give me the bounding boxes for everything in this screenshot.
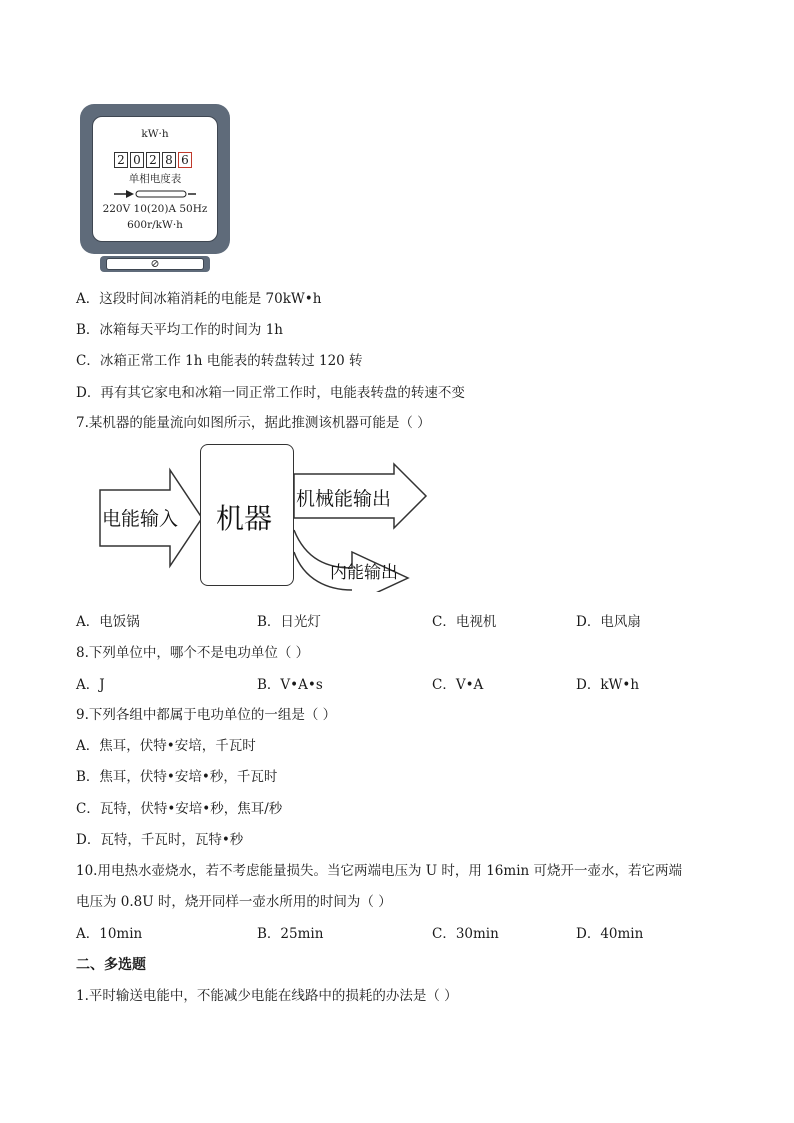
meter-digits [114, 152, 194, 168]
q6-option-a: A．这段时间冰箱消耗的电能是 70kW•h [76, 291, 322, 307]
q8-option-c: C．V•A [432, 677, 484, 693]
meter-dial-arrow-icon [112, 187, 198, 201]
q8-option-a: A．J [76, 677, 105, 693]
q7-option-b: B．日光灯 [257, 614, 321, 630]
diagram-machine-label: 机器 [216, 502, 273, 535]
q9-stem: 9.下列各组中都属于电功单位的一组是（ ） [76, 707, 337, 723]
q8-option-b: B．V•A•s [257, 677, 323, 693]
meter-digit: 2 [146, 152, 160, 168]
diagram-input-label: 电能输入 [102, 508, 179, 530]
meter-digit: 2 [114, 152, 128, 168]
meter-foot-symbol-icon: ⊘ [150, 257, 160, 270]
section2-q1-stem: 1.平时输送电能中，不能减少电能在线路中的损耗的办法是（ ） [76, 988, 458, 1004]
meter-digit: 0 [130, 152, 144, 168]
q6-option-c: C．冰箱正常工作 1h 电能表的转盘转过 120 转 [76, 353, 363, 369]
q10-option-d: D．40min [576, 926, 644, 942]
meter-digit: 8 [162, 152, 176, 168]
q7-option-a: A．电饭锅 [76, 614, 140, 630]
q9-option-d: D．瓦特，千瓦时，瓦特•秒 [76, 832, 244, 848]
q9-option-b: B．焦耳，伏特•安培•秒，千瓦时 [76, 769, 278, 785]
q10-option-a: A．10min [76, 926, 143, 942]
q7-option-c: C．电视机 [432, 614, 497, 630]
q6-option-b: B．冰箱每天平均工作的时间为 1h [76, 322, 283, 338]
q8-stem: 8.下列单位中，哪个不是电功单位（ ） [76, 645, 310, 661]
section-title: 二、多选题 [76, 957, 146, 973]
q10-stem-line1: 10.用电热水壶烧水，若不考虑能量损失。当它两端电压为 U 时，用 16min 可烧开一壶水，若它两端 [76, 863, 683, 879]
meter-name: 单相电度表 [128, 173, 182, 185]
q6-option-d: D．再有其它家电和冰箱一同正常工作时，电能表转盘的转速不变 [76, 385, 465, 401]
q9-option-c: C．瓦特，伏特•安培•秒，焦耳/秒 [76, 801, 283, 817]
q10-option-c: C．30min [432, 926, 499, 942]
q9-option-a: A．焦耳，伏特•安培，千瓦时 [76, 738, 256, 754]
q8-option-d: D．kW•h [576, 677, 640, 693]
q7-stem: 7.某机器的能量流向如图所示，据此推测该机器可能是（ ） [76, 415, 431, 431]
diagram-heat-output-label: 内能输出 [330, 563, 398, 583]
q10-stem-line2: 电压为 0.8U 时，烧开同样一壶水所用的时间为（ ） [76, 894, 392, 910]
meter-spec: 220V 10(20)A 50Hz [102, 203, 208, 215]
meter-unit-label: kW·h [141, 128, 169, 140]
diagram-mechanical-output-label: 机械能输出 [296, 488, 392, 510]
meter-digit-decimal: 6 [178, 152, 192, 168]
meter-rate: 600r/kW·h [127, 219, 183, 231]
q10-option-b: B．25min [257, 926, 324, 942]
q7-option-d: D．电风扇 [576, 614, 641, 630]
